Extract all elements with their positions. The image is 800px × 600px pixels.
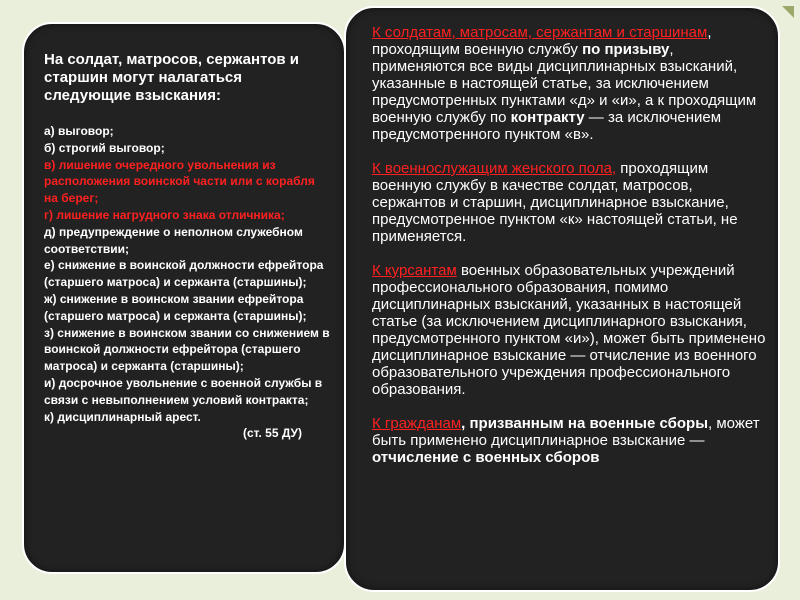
- corner-decoration: [782, 6, 794, 18]
- penalty-item: а) выговор;: [44, 124, 114, 138]
- paragraph-cadets: К курсантам военных образовательных учреждений профессионального образования, помимо дисциплинарных взысканий, указанных в настоящей статье (за исключением дисциплинарного взыскания, предусмотренного пунктом «и»), может быть применено дисциплинарное взыскание — отчисление из военного образовательного учреждения профессионального образования.: [372, 262, 766, 398]
- penalty-item: и) досрочное увольнение с военной службы в связи с невыполнением условий контракта;: [44, 375, 323, 407]
- penalty-item: б) строгий выговор;: [44, 140, 165, 155]
- paragraph-women: К военнослужащим женского пола, проходящим военную службу в качестве солдат, матросов, сержантов и старшин, дисциплинарное взыскание, предусмотренное пунктом «к» настоящей статьи, не применяется.: [372, 160, 738, 245]
- penalty-item: ж) снижение в воинском звании ефрейтора (старшего матроса) и сержанта (старшины);: [44, 291, 307, 323]
- article-reference: (ст. 55 ДУ): [243, 426, 302, 441]
- penalties-list: [44, 123, 330, 425]
- penalty-item: д) предупреждение о неполном служебном соответствии;: [44, 224, 303, 256]
- exceptions-panel: [344, 6, 780, 592]
- penalty-item: е) снижение в воинской должности ефрейтора (старшего матроса) и сержанта (старшины);: [44, 258, 324, 290]
- penalty-item: з) снижение в воинском звании со снижением в воинской должности ефрейтора (старшего матроса) и сержанта (старшины);: [44, 325, 330, 374]
- penalty-item: к) дисциплинарный арест.: [44, 409, 201, 424]
- penalty-item: в) лишение очередного увольнения из расположения воинской части или с корабля на берег;: [44, 157, 315, 206]
- paragraph-reservists: К гражданам, призванным на военные сборы, может быть применено дисциплинарное взыскание — отчисление с военных сборов: [372, 415, 760, 466]
- paragraph-conscripts: К солдатам, матросам, сержантам и старшинам, проходящим военную службу по призыву, применяются все виды дисциплинарных взысканий, указанные в настоящей статье, за исключением предусмотренных пунктами «д» и «и», а к проходящим военную службу по контракту — за исключением предусмотренного пунктом «в».: [372, 24, 757, 143]
- penalties-intro: На солдат, матросов, сержантов и старшин могут налагаться следующие взыскания:: [44, 51, 299, 104]
- penalties-list-panel: [22, 22, 346, 574]
- penalty-item: г) лишение нагрудного знака отличника;: [44, 207, 285, 222]
